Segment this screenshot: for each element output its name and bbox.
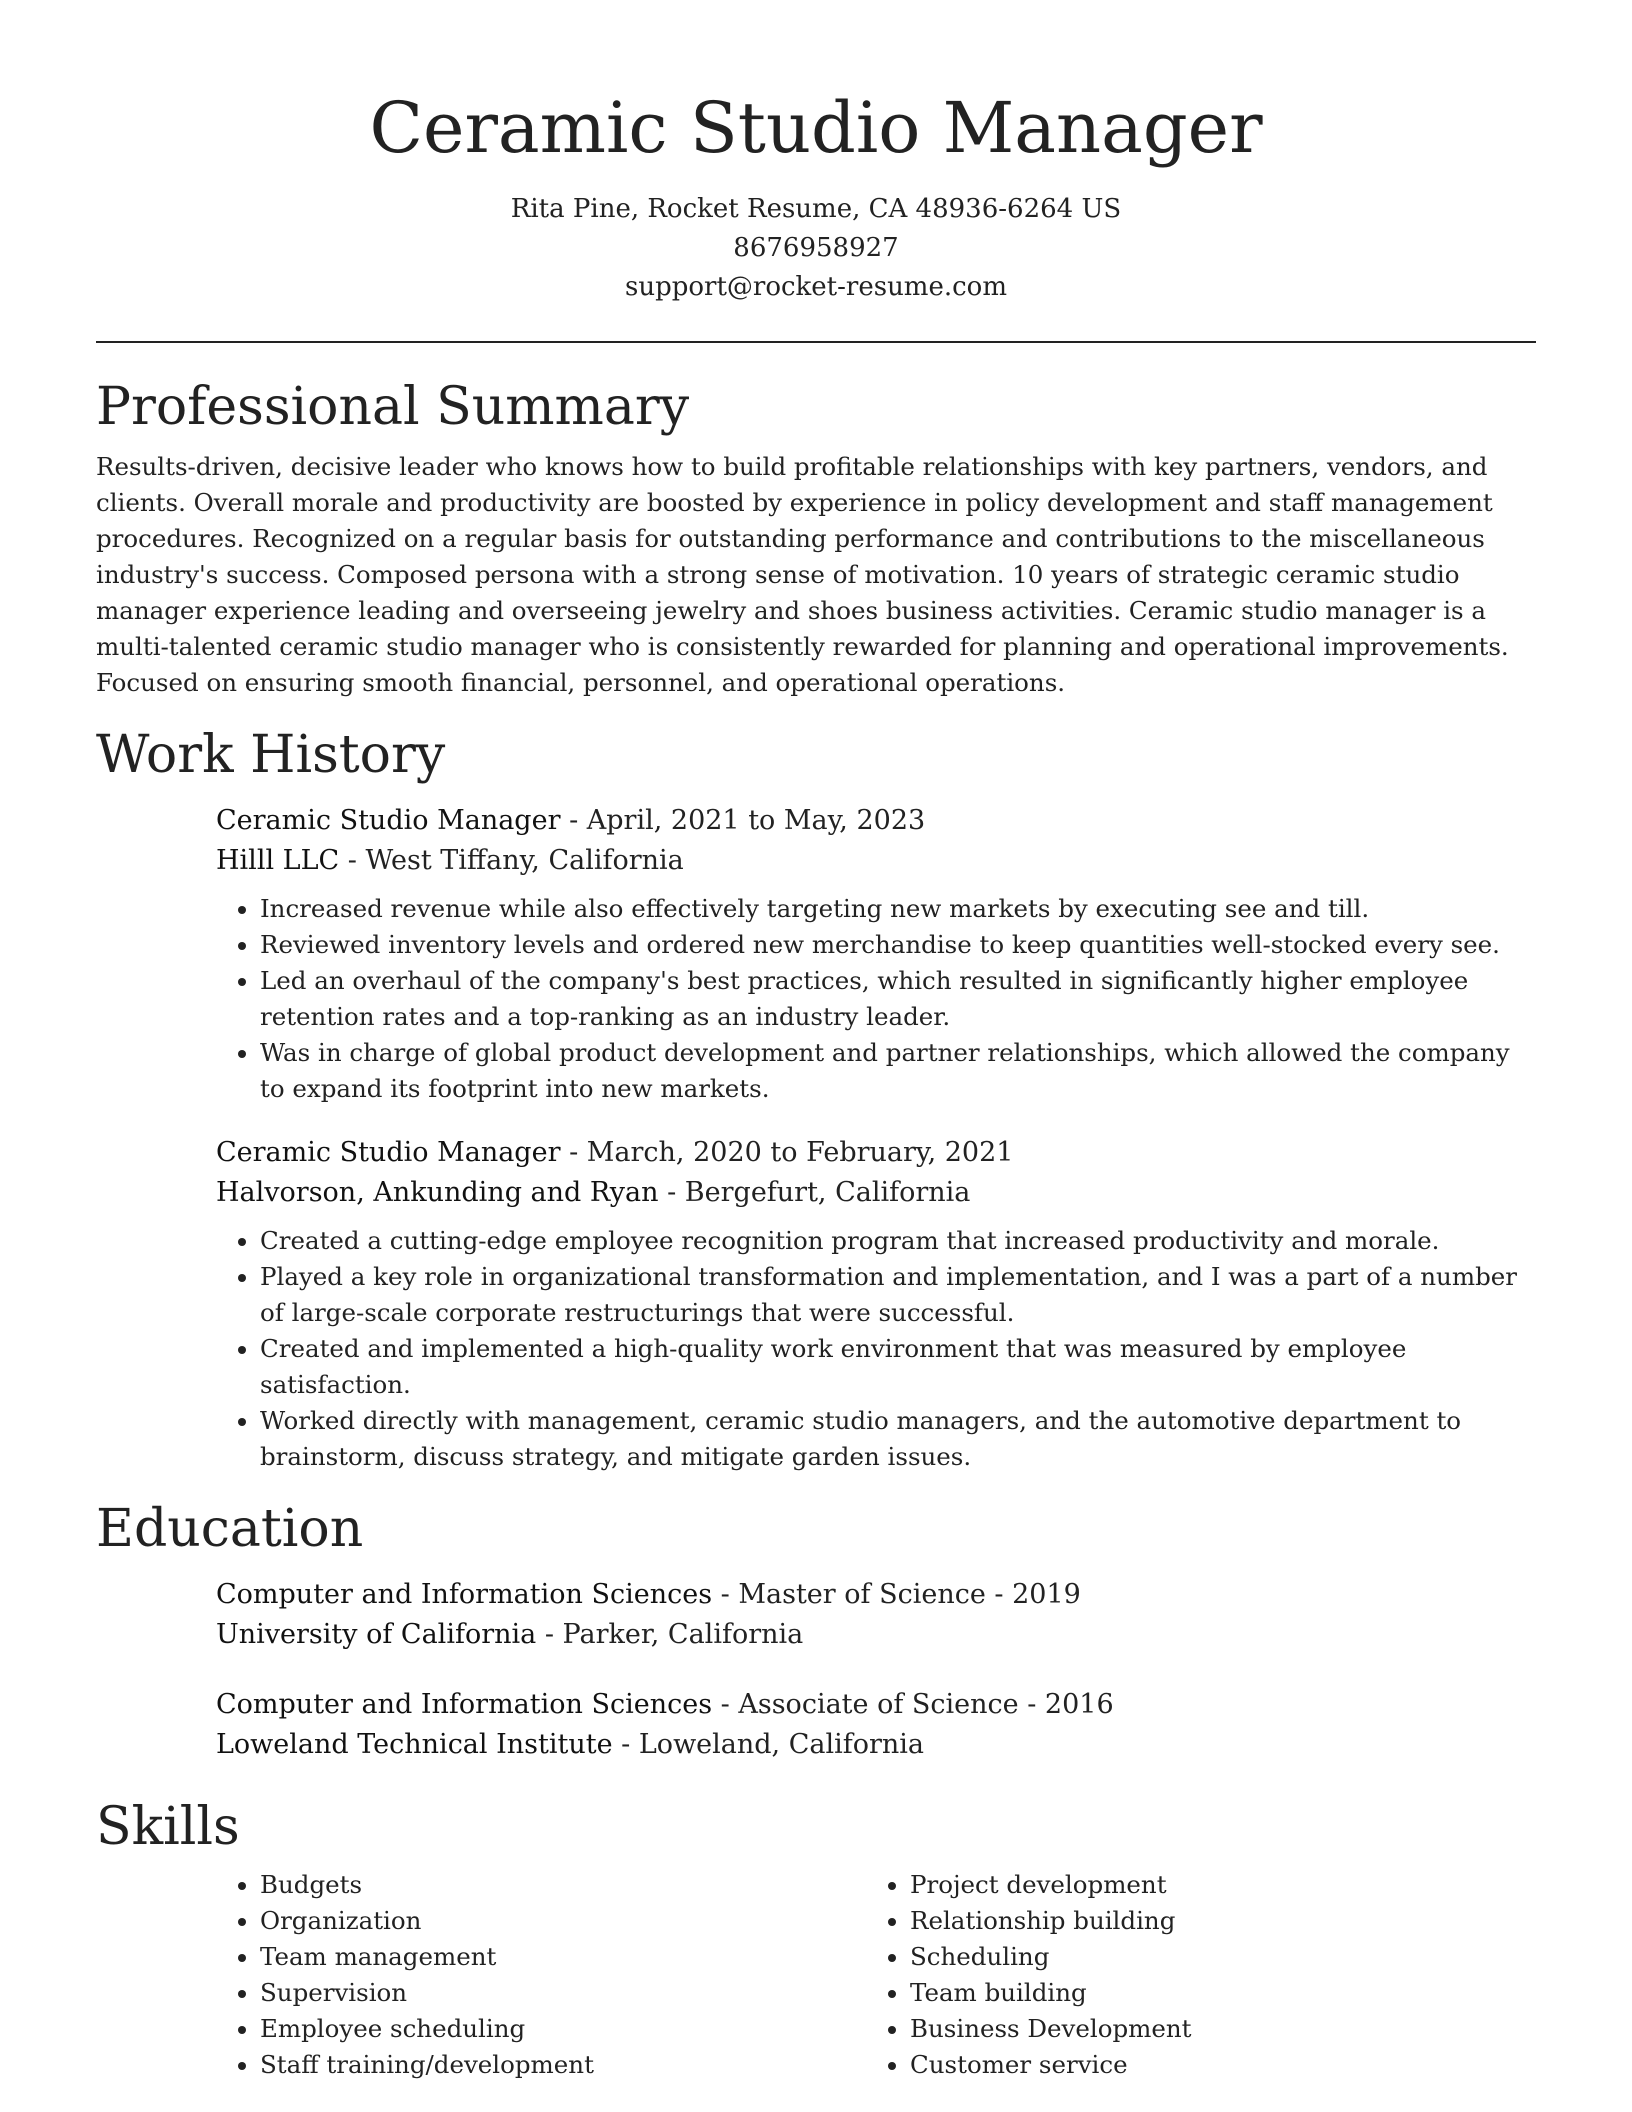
list-item: • Customer service (910, 2047, 1516, 2083)
list-item: • Scheduling (910, 1939, 1516, 1975)
job-company: Halvorson, Ankunding and Ryan (216, 1177, 659, 1208)
education-degree-line (216, 1685, 1536, 1725)
job-title-line (216, 801, 1536, 841)
education-year: - 2016 (1018, 1689, 1114, 1720)
job-company-line (216, 1173, 1536, 1213)
job-title: Ceramic Studio Manager (216, 805, 561, 836)
list-item: • Increased revenue while also effectively targeting new markets by executing see and till. (260, 891, 1536, 927)
job-dates: - April, 2021 to May, 2023 (560, 805, 926, 836)
list-item: • Employee scheduling (260, 2011, 866, 2047)
contact-address: Rita Pine, Rocket Resume, CA 48936-6264 US (510, 194, 1122, 224)
education-year: - 2019 (985, 1579, 1081, 1610)
job-bullets (216, 1223, 1536, 1475)
summary-text: Results-driven, decisive leader who knows how to build profitable relationships with key partners, vendors, and clients. Overall morale and productivity are boosted by experience in policy development and staff management procedures. Recognized on a regular basis for outstanding performance and contributions to the miscellaneous industry's success. Composed persona with a strong sense of motivation. 10 years of strategic ceramic studio manager experience leading and overseeing jewelry and shoes business activities. Ceramic studio manager is a multi-talented ceramic studio manager who is consistently rewarded for planning and operational improvements. Focused on ensuring smooth financial, personnel, and operational operations. (96, 452, 1509, 697)
job-location: - Bergefurt, California (658, 1177, 971, 1208)
education-entry (216, 1575, 1536, 1655)
education-school-line (216, 1615, 1536, 1655)
skills-list (866, 1867, 1516, 2083)
list-item: • Reviewed inventory levels and ordered new merchandise to keep quantities well-stocked every see. (260, 927, 1536, 963)
list-item: • Team building (910, 1975, 1516, 2011)
education-location: - Parker, California (536, 1619, 804, 1650)
job-entry (216, 801, 1536, 1107)
job-company-line (216, 841, 1536, 881)
list-item: • Budgets (260, 1867, 866, 1903)
list-item: • Project development (910, 1867, 1516, 1903)
job-dates: - March, 2020 to February, 2021 (560, 1137, 1014, 1168)
education-section (96, 1493, 1536, 1765)
list-item: • Staff training/development (260, 2047, 866, 2083)
skills-list (216, 1867, 866, 2083)
education-heading: Education (96, 1499, 364, 1559)
job-title: Ceramic Studio Manager (216, 1137, 561, 1168)
contact-phone: 8676958927 (733, 233, 899, 263)
list-item: • Created a cutting-edge employee recognition program that increased productivity and morale. (260, 1223, 1536, 1259)
job-bullets (216, 891, 1536, 1107)
list-item: • Created and implemented a high-quality work environment that was measured by employee satisfaction. (260, 1331, 1536, 1403)
contact-info (96, 190, 1536, 307)
work-history-section (96, 719, 1536, 1475)
job-company: Hilll LLC (216, 845, 340, 876)
education-school: University of California (216, 1619, 537, 1650)
list-item: • Led an overhaul of the company's best practices, which resulted in significantly higher employee retention rates and a top-ranking as an industry leader. (260, 963, 1536, 1035)
education-school-line (216, 1725, 1536, 1765)
skills-heading: Skills (96, 1797, 240, 1857)
education-entry (216, 1685, 1536, 1765)
skills-column-right (866, 1867, 1516, 2083)
education-degree: - Master of Science (712, 1579, 986, 1610)
resume-header (96, 80, 1536, 307)
page-title: Ceramic Studio Manager (369, 87, 1263, 169)
summary-section (96, 371, 1536, 701)
list-item: • Organization (260, 1903, 866, 1939)
skills-grid (216, 1867, 1536, 2083)
education-location: - Loweland, California (612, 1729, 925, 1760)
job-title-line (216, 1133, 1536, 1173)
summary-heading: Professional Summary (96, 377, 690, 437)
contact-email[interactable]: support@rocket-resume.com (624, 272, 1007, 302)
education-degree: - Associate of Science (712, 1689, 1019, 1720)
list-item: • Played a key role in organizational transformation and implementation, and I was a part of a number of large-scale corporate restructurings that were successful. (260, 1259, 1536, 1331)
skills-column-left (216, 1867, 866, 2083)
education-field: Computer and Information Sciences (216, 1689, 713, 1720)
list-item: • Relationship building (910, 1903, 1516, 1939)
job-entry (216, 1133, 1536, 1475)
list-item: • Was in charge of global product development and partner relationships, which allowed the company to expand its footprint into new markets. (260, 1035, 1536, 1107)
list-item: • Team management (260, 1939, 866, 1975)
education-school: Loweland Technical Institute (216, 1729, 613, 1760)
header-divider (96, 341, 1536, 343)
education-degree-line (216, 1575, 1536, 1615)
work-history-heading: Work History (96, 725, 446, 785)
list-item: • Worked directly with management, ceramic studio managers, and the automotive department to brainstorm, discuss strategy, and mitigate garden issues. (260, 1403, 1536, 1475)
skills-section (96, 1791, 1536, 2083)
list-item: • Supervision (260, 1975, 866, 2011)
list-item: • Business Development (910, 2011, 1516, 2047)
education-field: Computer and Information Sciences (216, 1579, 713, 1610)
job-location: - West Tiffany, California (339, 845, 684, 876)
